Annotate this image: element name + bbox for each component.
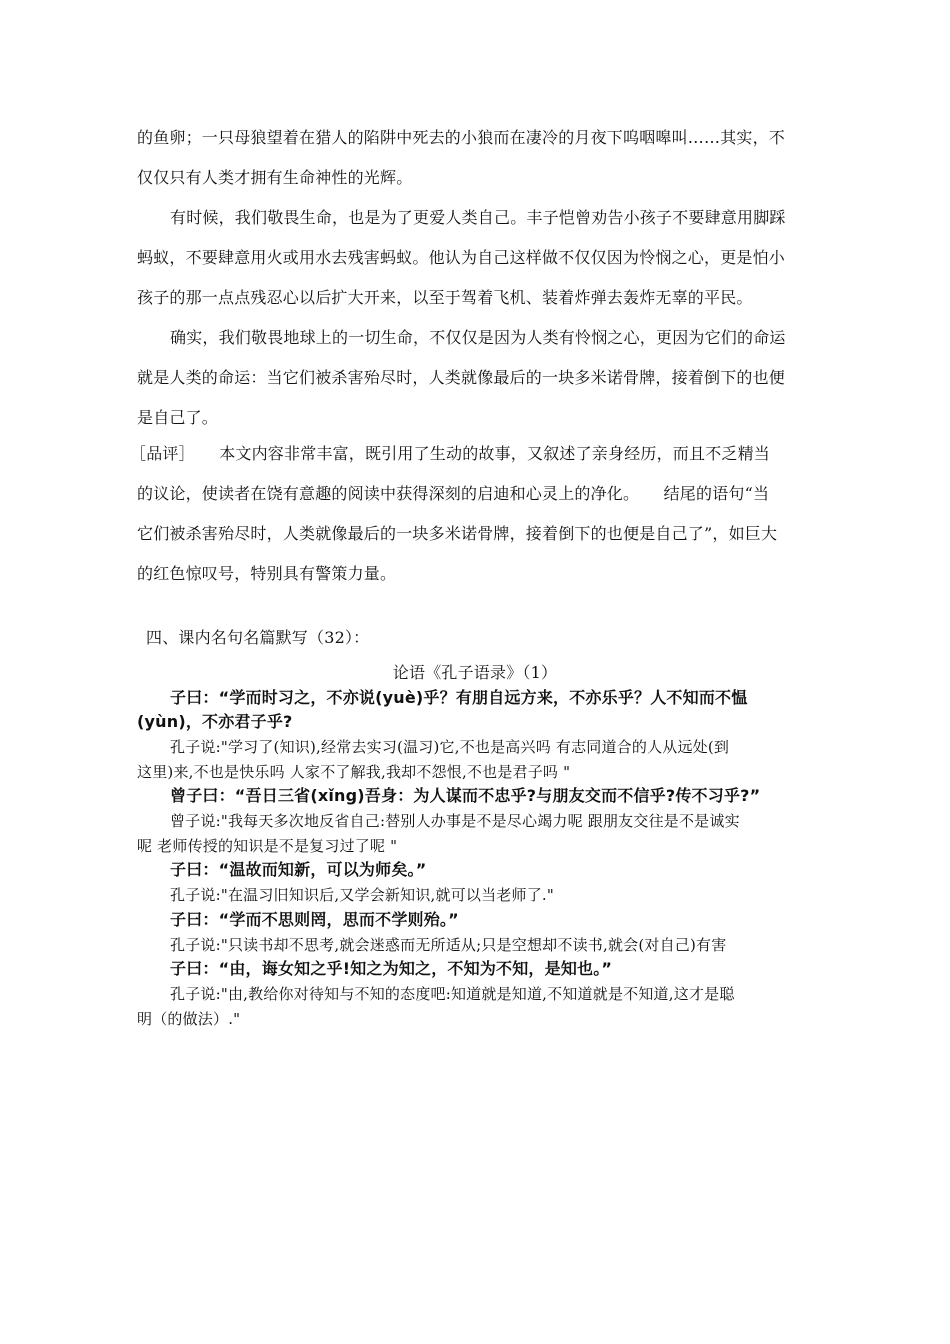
translation-line: 孔子说:"只读书却不思考,就会迷惑而无所适从;只是空想却不读书,就会(对自己)有害 — [170, 936, 727, 954]
review-line: ［品评］ 本文内容非常丰富，既引用了生动的故事，又叙述了亲身经历，而且不乏精当 — [130, 444, 771, 463]
translation-line: 孔子说:"在温习旧知识后,又学会新知识,就可以当老师了." — [170, 886, 554, 904]
essay-line: 就是人类的命运：当它们被杀害殆尽时，人类就像最后的一块多米诺骨牌，接着倒下的也便 — [137, 368, 786, 387]
translation-line: 呢 老师传授的知识是不是复习过了呢 " — [137, 837, 398, 855]
essay-line: 仅仅只有人类才拥有生命神性的光辉。 — [137, 168, 413, 187]
quote-line: 子曰：“学而不思则罔，思而不学则殆。” — [170, 910, 459, 929]
quote-line: 子曰：“学而时习之，不亦说(yuè)乎？有朋自远方来，不亦乐乎？人不知而不愠 — [170, 688, 748, 707]
quote-line: 子曰：“由，诲女知之乎!知之为知之，不知为不知，是知也。” — [170, 959, 613, 978]
essay-line: 孩子的那一点点残忍心以后扩大开来，以至于驾着飞机、装着炸弹去轰炸无辜的平民。 — [137, 288, 753, 307]
section-heading: 四、课内名句名篇默写（32）： — [146, 628, 370, 647]
review-line: 它们被杀害殆尽时，人类就像最后的一块多米诺骨牌，接着倒下的也便是自己了”，如巨大 — [137, 524, 778, 543]
translation-line: 曾子说:"我每天多次地反省自己:替别人办事是不是尽心竭力呢 跟朋友交往是不是诚实 — [170, 812, 740, 830]
essay-line: 确实，我们敬畏地球上的一切生命，不仅仅是因为人类有怜悯之心，更因为它们的命运 — [170, 328, 786, 347]
essay-line: 是自己了。 — [137, 408, 219, 427]
section-subtitle: 论语《孔子语录》（1） — [392, 663, 558, 682]
quote-line: 曾子曰：“吾日三省(xǐng)吾身：为人谋而不忠乎?与朋友交而不信乎?传不习乎?” — [170, 786, 761, 805]
essay-line: 蚂蚁，不要肆意用火或用水去残害蚂蚁。他认为自己这样做不仅仅因为怜悯之心，更是怕小 — [137, 248, 786, 267]
quote-line: (yùn)，不亦君子乎? — [137, 712, 293, 731]
review-line: 的红色惊叹号，特别具有警策力量。 — [137, 564, 397, 583]
quote-line: 子曰：“温故而知新，可以为师矣。” — [170, 860, 427, 879]
translation-line: 孔子说:"学习了(知识),经常去实习(温习)它,不也是高兴吗 有志同道合的人从远处(到 — [170, 738, 730, 756]
essay-line: 的鱼卵；一只母狼望着在猎人的陷阱中死去的小狼而在凄冷的月夜下呜咽嗥叫……其实，不 — [137, 128, 786, 147]
review-line: 的议论，使读者在饶有意趣的阅读中获得深刻的启迪和心灵上的净化。 结尾的语句“当 — [137, 484, 770, 503]
translation-line: 这里)来,不也是快乐吗 人家不了解我,我却不怨恨,不也是君子吗 " — [137, 763, 571, 781]
essay-line: 有时候，我们敬畏生命，也是为了更爱人类自己。丰子恺曾劝告小孩子不要肆意用脚踩 — [170, 208, 786, 227]
translation-line: 孔子说:"由,教给你对待知与不知的态度吧:知道就是知道,不知道就是不知道,这才是聪 — [170, 985, 735, 1003]
translation-line: 明（的做法）." — [137, 1010, 241, 1028]
